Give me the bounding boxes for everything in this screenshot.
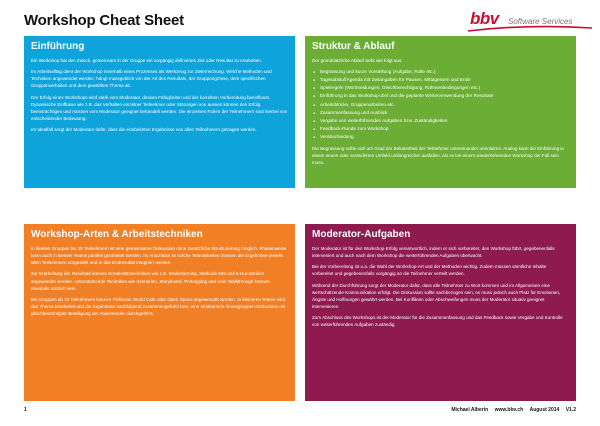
paragraph: Zur Erarbeitung der Resultate können Kreativitätstechniken wie z.B. Brainstorming, Methode 635 und 6-Hut-Denken angewendet werden. Unterstützende Techniken wie Szenarien, Storyboard, Prototyping und User Walkthrough können ebenfalls nützlich sein. [31,271,270,291]
footer-website: www.bbv.ch [494,407,524,413]
paragraph: Die Begrüssung sollte sich am Grad der Bekanntheit der Teilnehmer untereinander orientieren. Analog kann die Einführung in einem neuen oder veränderten Umfeld umfangreicher ausfallen, als es bei einem wiederkehrenden Workshop der Fall sein muss. [312,146,564,166]
paragraph: Bei Gruppen ab 10 Teilnehmern können Fishbowl, World Cafe oder Open Space angewendet werden. In kleineren Teams wird das Thema bearbeitet und die Ergebnisse nachfolgend zusammengeführt bzw. eine strukturierte Grossgruppen-Diskussion mit gleichberechtigter Beteiligung der Anwesenden durchgeführt. [31,296,286,317]
section-heading: Einführung [31,41,85,52]
list-item: ● Feedback-Runde zum Workshop [312,125,569,133]
logo-subtitle: Software Services [508,17,573,26]
bbv-logo [466,9,594,35]
list-item: ● Vergabe von weiterführenden Aufgaben bzw. Zuständigkeiten [312,117,569,125]
list-item: ● Spielregeln (Wortmeldungen, Gleichberechtigung, Rahmenbedingungen etc.) [312,84,569,92]
list-item: ● Tagesablauf/Agenda mit Zeitangaben für Pausen, Mittagessen und Ende [312,76,569,84]
section-moderator-aufgaben [305,224,576,401]
list-item: ● Einführung in das Workshop-Ziel und die geplante Weiterverwendung der Resultate [312,92,569,100]
paragraph: Bei der Vorbereitung ist u.a. die Wahl der Workshop-Art und der Methoden wichtig. Zudem müssen sämtliche Inhalte vorbereitet und gegebenenfalls vorgängig an die Teilnehmer verteilt werden. [312,264,547,277]
footer-date: August 2014 [529,407,560,413]
list-item: ● Arbeitsblöcke, Gruppenarbeiten etc. [312,101,569,109]
paragraph: Zum Abschluss des Workshops ist der Moderator für die Zusammenfassung und das Feedback sowie Vergabe und Kontrolle von weiterführenden Aufgaben zuständig. [312,315,563,328]
section-struktur-ablauf [305,36,576,188]
section-heading: Workshop-Arten & Arbeitstechniken [31,229,203,240]
paragraph: Der Erfolg eines Workshops wird stark vom Moderator, dessen Fähigkeiten und der korrekten Vorbereitung beeinflusst. Dynamische Einflüsse wie z.B. das Verhalten einzelner Teilnehmer oder Störungen von aussen können den Erfolg beeinträchtigen und müssen vom Moderator geeignet behandelt werden. Die einzelnen Rollen der Teilnehmern sind hierbei von entscheidender Bedeutung. [31,94,288,122]
list-item: ● Zusammenfassung und Ausblick [312,109,569,117]
section-heading: Moderator-Aufgaben [312,229,411,240]
paragraph: Während der Durchführung sorgt der Moderator dafür, dass alle Teilnehmer zu Wort kommen und im Allgemeinen eine wertschätzende Kommunikation erfolgt. Die Diskussion sollte sachbezogen sein, es muss jedoch auch Platz für Emotionen, Ängste und Hoffnungen gewährt werden. Bei Konflikten oder Abschweifungen muss der Moderator situativ geeignet intervenieren. [312,282,561,310]
list-item: ● Verabschiedung [312,133,569,141]
ablauf-list [312,68,569,141]
section-heading: Struktur & Ablauf [312,41,395,52]
footer-author: Michael Alberin [451,407,489,413]
list-item: ● Begrüssung und kurze Vorstellung (Aufgabe, Rolle etc.) [312,68,569,76]
paragraph: In kleinen Gruppen bis 10 Teilnehmern ist eine gemeinsame Diskussion ohne zusätzliche Strukturierung möglich. Phasenweise kann auch in kleinen Teams parallel gearbeitet werden. Im Anschluss an solche Teamarbeiten müssen die Ergebnisse jeweils allen Teilnehmern vorgestellt und in das Endresultat integriert werden. [31,246,287,266]
section-workshop-arten [24,224,295,401]
paragraph: Der grundsätzliche Ablauf sieht wie folgt aus: [312,58,403,63]
paragraph: Im Arbeitsalltag dient der Workshop innerhalb eines Prozesses als Werkzeug zur Zielerreichung. Welche Methoden und Techniken angewendet werden, hängt massgeblich von der Art des Resultats, der Gruppengrösse, dem spezifischen Gruppenverhalten und dem gewählten Thema ab. [31,69,272,89]
page-title: Workshop Cheat Sheet [24,12,184,29]
paragraph: Ein Workshop hat den Zweck, gemeinsam in der Gruppe ein vorgängig definiertes Ziel oder Resultat zu erarbeiten. [31,58,262,63]
footer-info [446,407,576,413]
logo-swoosh-icon [466,25,594,33]
page-number: 1 [24,407,27,413]
paragraph: Der Moderator ist für den Workshop-Erfolg verantwortlich, indem er sich vorbereitet, den Workshop führt, gegebenenfalls interveniert und auch nach dem Workshop die weiterführenden Aufgaben überwacht. [312,246,555,259]
logo-text: bbv [470,9,499,28]
section-einfuehrung [24,36,295,188]
paragraph: Im Idealfall sorgt der Moderator dafür, dass die erarbeiteten Ergebnisse von allen Teilnehmern getragen werden. [31,127,257,133]
footer-version: V1.2 [565,407,576,413]
